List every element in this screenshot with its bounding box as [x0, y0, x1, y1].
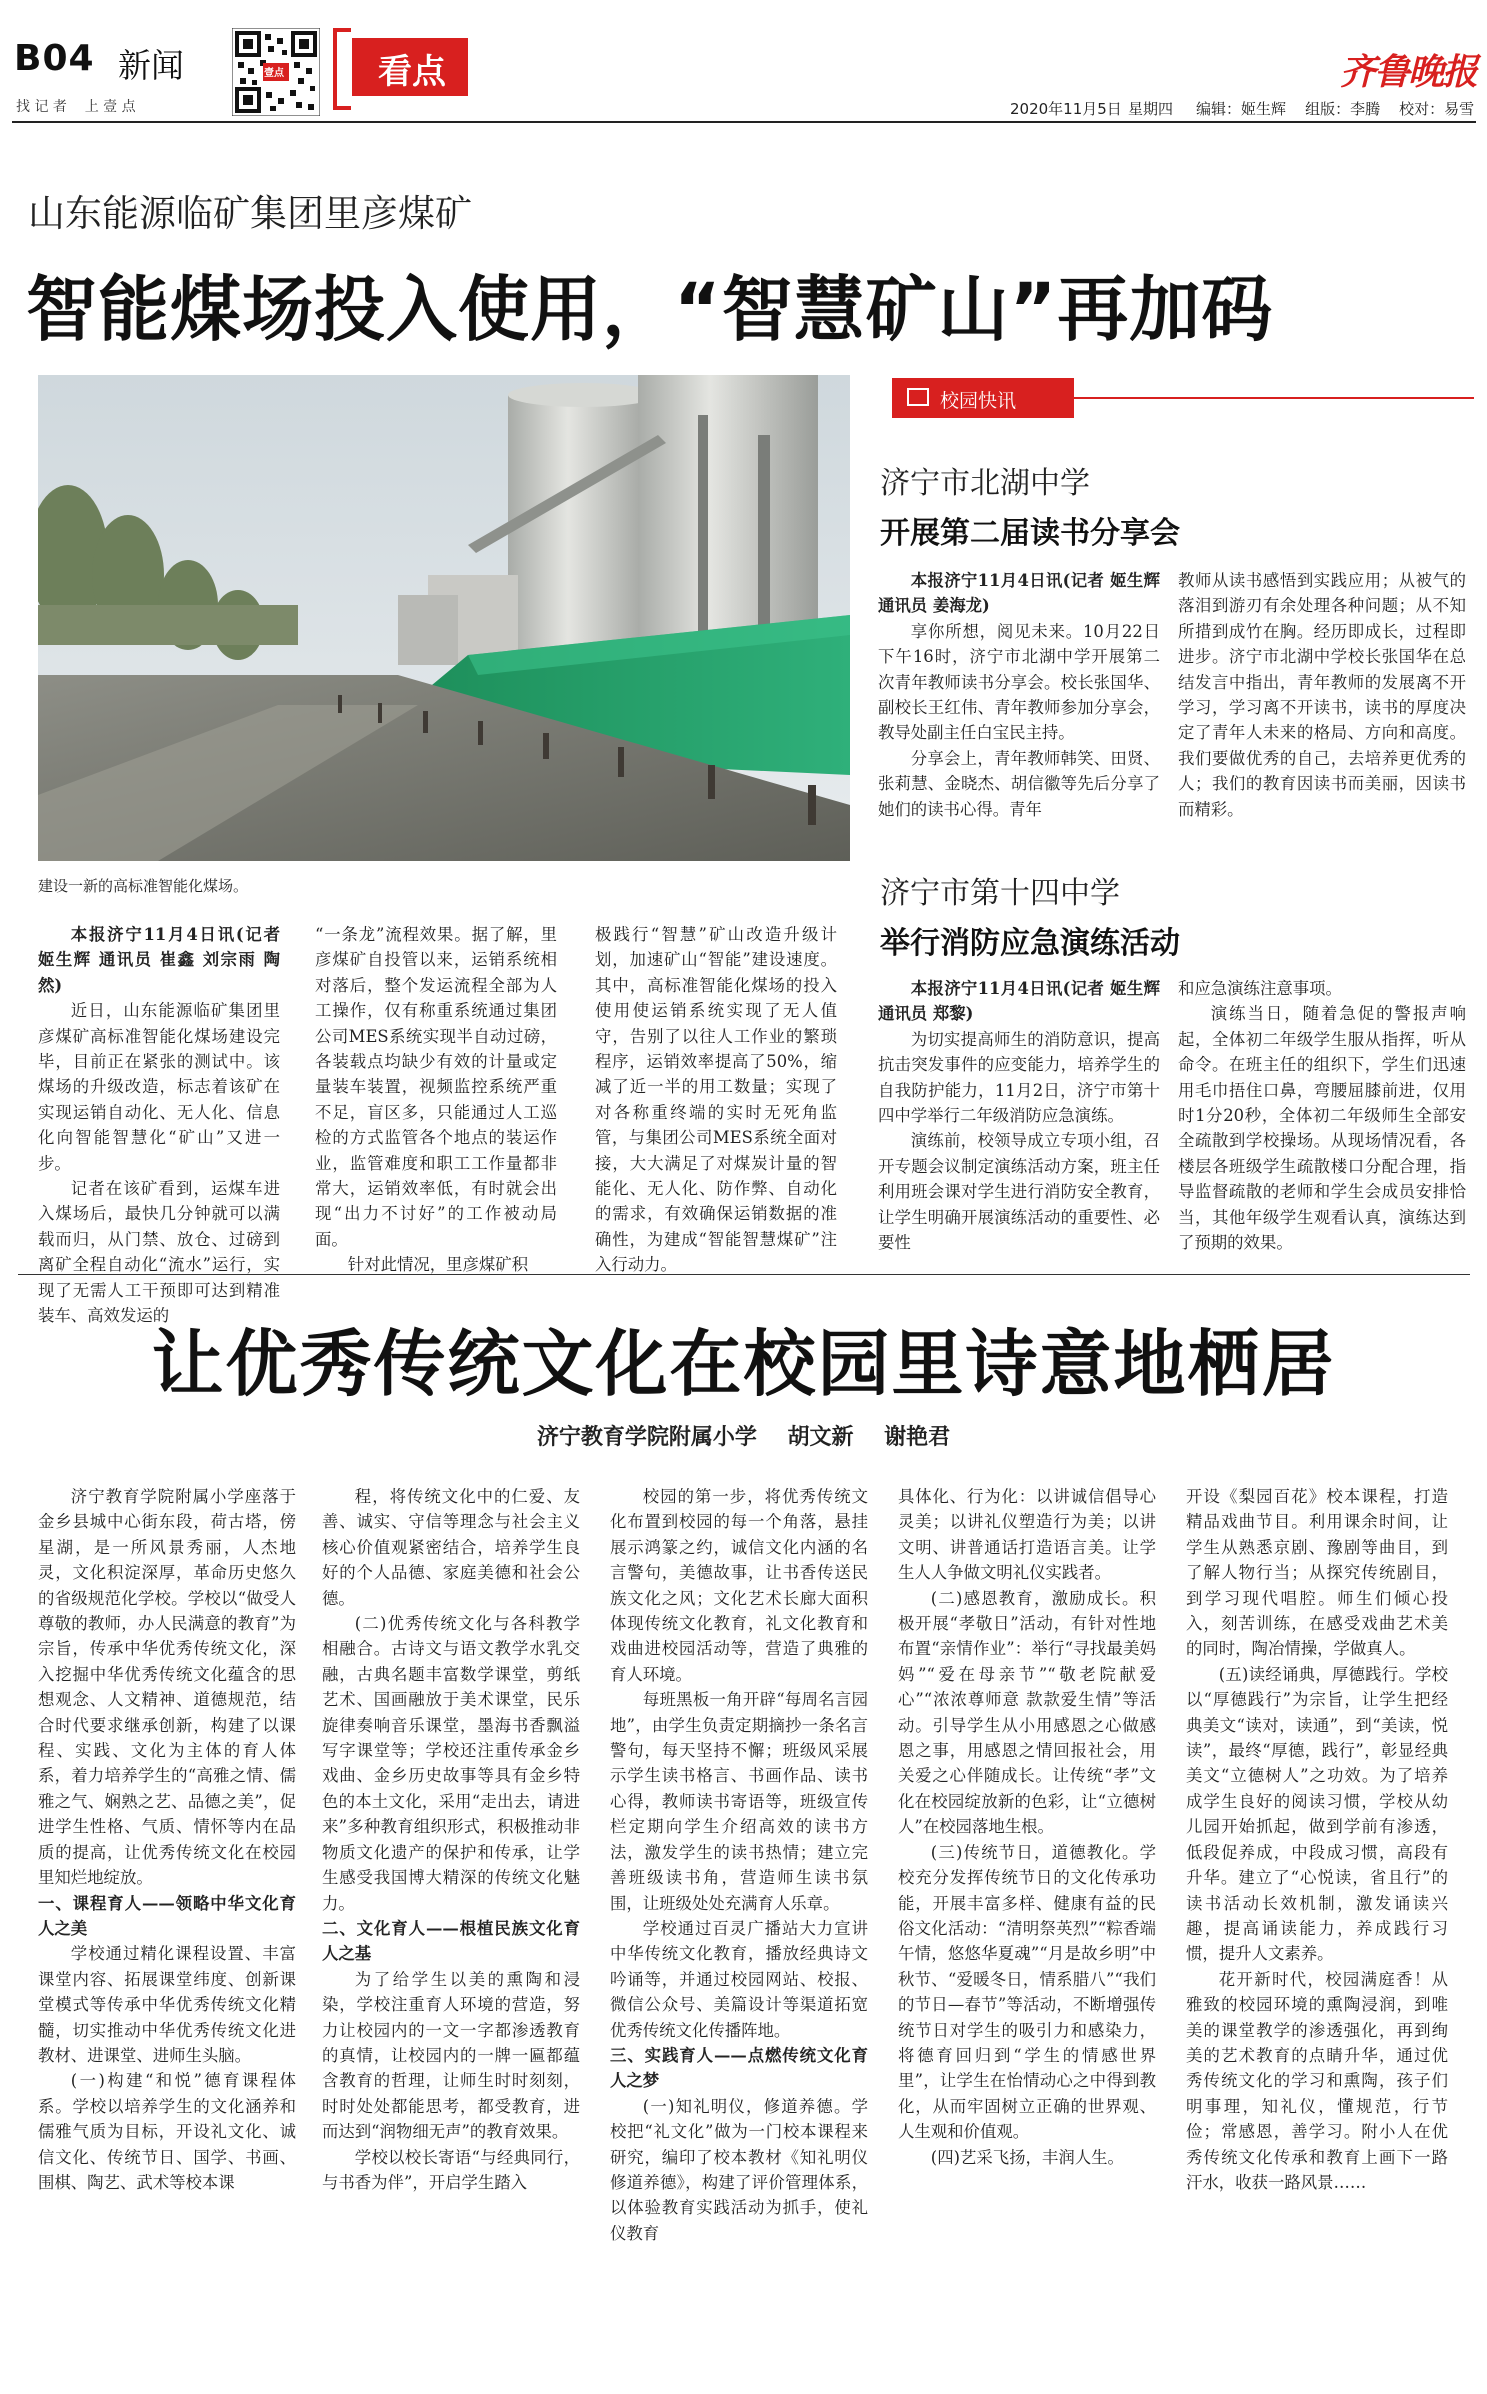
brief1-kicker: 济宁市北湖中学	[880, 466, 1090, 501]
story1-byline: 本报济宁11月4日讯(记者 姬生辉 通讯员 崔鑫 刘宗雨 陶然)	[38, 925, 280, 995]
story2-paragraph: 每班黑板一角开辟“每周名言园地”，由学生负责定期摘抄一条名言警句，每天坚持不懈；班级风采展示学生读书格言、书画作品、读书心得，教师读书寄语等，班级宣传栏定期向学生介绍高效的读书方法，激发学生的读书热情；建立完善班级读书角，营造师生读书氛围，让班级处处充满育人乐章。	[610, 1690, 868, 1913]
brief2-paragraph: 和应急演练注意事项。	[1178, 979, 1342, 998]
story2-subheading: 二、文化育人——根植民族文化育人之基	[322, 1918, 580, 1964]
story2-paragraph: (五)读经诵典，厚德践行。学校以“厚德践行”为宗旨，让学生把经典美文“读对，读通”，到“美读，悦读”，最终“厚德，践行”，彰显经典美文“立德树人”之功效。为了培养成学生良好的阅读习惯，学校从幼儿园开始抓起，做到学前有渗透，低段促养成，中段成习惯，高段有升华。建立了“心悦读，省且行”的读书活动长效机制，激发诵读兴趣，提高诵读能力，养成践行习惯，提升人文素养。	[1186, 1664, 1448, 1964]
story2-paragraph: (二)优秀传统文化与各科教学相融合。古诗文与语文教学水乳交融，古典名题丰富数学课堂，剪纸艺术、国画融放于美术课堂，民乐旋律奏响音乐课堂，墨海书香飘溢写字课堂等；学校还注重传承金乡戏曲、金乡历史故事等具有金乡特色的本土文化，采用“走出去，请进来”多种教育组织形式，积极推动非物质文化遗产的保护和传承，让学生感受我国博大精深的传统文化魅力。	[322, 1614, 580, 1913]
story1-paragraph: “一条龙”流程效果。据了解，里彦煤矿自投管以来，运销系统相对落后，整个发运流程全部为人工操作，仅有称重系统通过集团公司MES系统实现半自动过磅，各装载点均缺少有效的计量或定量装车装置，视频监控系统严重不足，盲区多，只能通过人工巡检的方式监管各个地点的装运作业，监管难度和职工工作量都非常大，运销效率低，有时就会出现“出力不讨好”的工作被动局面。	[315, 925, 557, 1249]
section-name: 新闻	[118, 46, 184, 85]
story1-column-3	[595, 922, 837, 1278]
brief1-headline: 开展第二届读书分享会	[880, 516, 1180, 551]
story1-column-1	[38, 922, 280, 1329]
story2-paragraph: 学校通过百灵广播站大力宣讲中华传统文化教育，播放经典诗文吟诵等，并通过校园网站、校报、微信公众号、美篇设计等渠道拓宽优秀传统文化传播阵地。	[610, 1918, 868, 2040]
story2-headline: 让优秀传统文化在校园里诗意地栖居	[151, 1322, 1336, 1406]
story2-paragraph: 花开新时代，校园满庭香！从雅致的校园环境的熏陶浸润，到唯美的课堂教学的渗透强化，再到绚美的艺术教育的点睛升华，通过优秀传统文化的学习和熏陶，孩子们明事理，知礼仪，懂规范，行节俭；常感恩，善学习。附小人在优秀传统文化传承和教育上画下一路汗水，收获一路风景……	[1186, 1969, 1448, 2192]
story2-paragraph: 学校以校长寄语“与经典同行，与书香为伴”，开启学生踏入	[322, 2147, 580, 2192]
brief2-headline: 举行消防应急演练活动	[880, 926, 1180, 961]
brief2-column-1	[878, 976, 1160, 1255]
brand-logo: 齐鲁晚报	[1340, 51, 1477, 93]
brief2-byline: 本报济宁11月4日讯(记者 姬生辉 通讯员 郑黎)	[878, 979, 1160, 1024]
story1-paragraph: 针对此情况，里彦煤矿积	[347, 1255, 529, 1275]
story2-column-2	[322, 1484, 580, 2195]
issue-weekday: 星期四	[1128, 100, 1174, 118]
page-code: B04	[14, 38, 95, 79]
brief1-paragraph: 享你所想，阅见未来。10月22日下午16时，济宁市北湖中学开展第二次青年教师读书分享会。校长张国华、副校长王红伟、青年教师参加分享会，教导处副主任白宝民主持。	[878, 621, 1160, 743]
slogan: 找 记 者 上 壹 点	[16, 99, 136, 115]
brief2-paragraph: 为切实提高师生的消防意识，提高抗击突发事件的应变能力，培养学生的自我防护能力，11月2日，济宁市第十四中学举行二年级消防应急演练。	[878, 1029, 1160, 1126]
campus-tag-rule	[1074, 397, 1474, 399]
brief2-paragraph: 演练前，校领导成立专项小组，召开专题会议制定演练活动方案，班主任利用班会课对学生进行消防安全教育，让学生明确开展演练活动的重要性、必要性	[878, 1131, 1160, 1253]
story2-paragraph: 为了给学生以美的熏陶和浸染，学校注重育人环境的营造，努力让校园内的一文一字都渗透教育的真情，让校园内的一牌一匾都蕴含教育的哲理，让师生时时刻刻，时时处处都能思考，都受教育，进而达到“润物细无声”的教育效果。	[322, 1969, 580, 2142]
story1-paragraph: 记者在该矿看到，运煤车进入煤场后，最快几分钟就可以满载而归，从门禁、放仓、过磅到离矿全程自动化“流水”运行，实现了无需人工干预即可达到精准装车、高效发运的	[38, 1179, 280, 1326]
brief2-kicker: 济宁市第十四中学	[880, 876, 1120, 911]
story1-column-2	[315, 922, 557, 1278]
brief2-column-2	[1178, 976, 1466, 1255]
story2-subheading: 一、课程育人——领略中华文化育人之美	[38, 1893, 296, 1938]
header-rule	[12, 121, 1476, 123]
brief1-paragraph: 教师从读书感悟到实践应用；从被气的落泪到游刃有余处理各种问题；从不知所措到成竹在胸。经历即成长，过程即进步。济宁市北湖中学校长张国华在总结发言中指出，青年教师的发展离不开学习，学习离不开读书，读书的厚度决定了青年人未来的格局、方向和高度。我们要做优秀的自己，去培养更优秀的人；我们的教育因读书而美丽，因读书而精彩。	[1178, 571, 1466, 819]
story1-paragraph: 极践行“智慧”矿山改造升级计划，加速矿山“智能”建设速度。其中，高标准智能化煤场的投入使用使运销系统实现了无人值守，告别了以往人工作业的繁琐程序，运销效率提高了50%，缩减了近一半的用工数量；实现了对各称重终端的实时无死角监管，与集团公司MES系统全面对接，大大满足了对煤炭计量的智能化、无人化、防作弊、自动化的需求，有效确保运销数据的准确性，为建成“智能智慧煤矿”注入行动力。	[595, 925, 837, 1275]
story2-paragraph: 具体化、行为化：以讲诚信倡导心灵美；以讲礼仪塑造行为美；以讲文明、讲普通话打造语言美。让学生人人争做文明礼仪实践者。	[898, 1487, 1156, 1583]
story2-paragraph: 校园的第一步，将优秀传统文化布置到校园的每一个角落，悬挂展示鸿篆之约，诚信文化内涵的名言警句，美德故事，让书香传送民族文化之风；文化艺术长廊大面积体现传统文化教育，礼文化教育和戏曲进校园活动等，营造了典雅的育人环境。	[610, 1487, 868, 1684]
story2-column-3	[610, 1484, 868, 2246]
brief2-paragraph: 演练当日，随着急促的警报声响起，全体初二年级学生服从指挥，听从命令。在班主任的组织下，学生们迅速用毛巾捂住口鼻，弯腰屈膝前进，仅用时1分20秒，全体初二年级师生全部安全疏散到学校操场。从现场情况看，各楼层各班级学生疏散楼口分配合理，指导监督疏散的老师和学生会成员安排恰当，其他年级学生观看认真，演练达到了预期的效果。	[1178, 1004, 1466, 1253]
issue-date: 2020年11月5日	[1010, 100, 1122, 118]
story2-paragraph: (一)知礼明仪，修道养德。学校把“礼文化”做为一门校本课程来研究，编印了校本教材《知礼明仪 修道养德》，构建了评价管理体系，以体验教育实践活动为抓手，使礼仪教育	[610, 2096, 868, 2243]
story2-column-4	[898, 1484, 1156, 2170]
story2-column-1	[38, 1484, 296, 2195]
campus-tag-icon	[907, 388, 929, 406]
campus-tag-label: 校园快讯	[940, 390, 1017, 412]
story2-authors: 济宁教育学院附属小学 胡文新 谢艳君	[536, 1425, 951, 1450]
story1-kicker: 山东能源临矿集团里彦煤矿	[28, 192, 472, 235]
brief1-paragraph: 分享会上，青年教师韩笑、田贤、张莉慧、金晓杰、胡信徽等先后分享了她们的读书心得。青年	[878, 748, 1160, 819]
story2-column-5	[1186, 1484, 1448, 2195]
story2-paragraph: (二)感恩教育，激励成长。积极开展“孝敬日”活动，有针对性地布置“亲情作业”：举行“寻找最美妈妈”“爱在母亲节”“敬老院献爱心”“浓浓尊师意 款款爱生情”等活动。引导学生从小用感恩之心做感恩之事，用感恩之情回报社会，用关爱之心伴随成长。让传统“孝”文化在校园绽放新的色彩，让“立德树人”在校园落地生根。	[898, 1588, 1156, 1837]
qr-label: 壹点	[264, 68, 284, 79]
section-tag-label: 看点	[378, 52, 446, 92]
story2-paragraph: (三)传统节日，道德教化。学校充分发挥传统节日的文化传承功能，开展丰富多样、健康有益的民俗文化活动：“清明祭英烈”“粽香端午情，悠悠华夏魂”“月是故乡明”中秋节、“爱暖冬日，情系腊八”“我们的节日—春节”等活动，不断增强传统节日对学生的吸引力和感染力，将德育回归到“学生的情感世界里”，让学生在怡情动心之中得到教化，从而牢固树立正确的世界观、人生观和价值观。	[898, 1842, 1156, 2142]
story1-paragraph: 近日，山东能源临矿集团里彦煤矿高标准智能化煤场建设完毕，目前正在紧张的测试中。该煤场的升级改造，标志着该矿在实现运销自动化、无人化、信息化向智能智慧化“矿山”又进一步。	[38, 1001, 280, 1173]
story2-paragraph: 学校通过精化课程设置、丰富课堂内容、拓展课堂纬度、创新课堂模式等传承中华优秀传统文化精髓，切实推动中华优秀传统文化进教材、进课堂、进师生头脑。	[38, 1944, 296, 2065]
story2-paragraph: 济宁教育学院附属小学座落于金乡县城中心街东段，荷古塔，傍星湖，是一所风景秀丽，人杰地灵，文化积淀深厚，革命历史悠久的省级规范化学校。学校以“做受人尊敬的教师，办人民满意的教育”为宗旨，传承中华优秀传统文化，深入挖掘中华优秀传统文化蕴含的思想观念、人文精神、道德规范，结合时代要求继承创新，构建了以课程、实践、文化为主体的育人体系，着力培养学生的“高雅之情、儒雅之气、娴熟之艺、品德之美”，促进学生性格、气质、情怀等内在品质的提高，让优秀传统文化在校园里知烂地绽放。	[38, 1487, 296, 1888]
story2-subheading: 三、实践育人——点燃传统文化育人之梦	[610, 2045, 868, 2091]
story2-paragraph: 程，将传统文化中的仁爱、友善、诚实、守信等理念与社会主义核心价值观紧密结合，培养学生良好的个人品德、家庭美德和社会公德。	[322, 1487, 580, 1608]
brief1-column-2	[1178, 568, 1466, 822]
photo-caption: 建设一新的高标准智能化煤场。	[38, 877, 249, 895]
coal-yard-photo	[38, 375, 850, 861]
masthead	[0, 0, 1487, 125]
story2-paragraph: 开设《梨园百花》校本课程，打造精品戏曲节目。利用课余时间，让学生从熟悉京剧、豫剧等曲目，到了解人物行当；从探究传统剧目，到学习现代唱腔。师生们倾心投入，刻苦训练，在感受戏曲艺术美的同时，陶冶情操，学做真人。	[1186, 1487, 1448, 1659]
credits: 编辑：姬生辉 组版：李腾 校对：易雪	[1196, 100, 1475, 118]
story1-headline: 智能煤场投入使用，“智慧矿山”再加码	[26, 268, 1274, 351]
story2-paragraph: (四)艺采飞扬，丰润人生。	[930, 2147, 1124, 2167]
brief1-byline: 本报济宁11月4日讯(记者 姬生辉 通讯员 姜海龙)	[878, 571, 1160, 616]
story2-paragraph: (一)构建“和悦”德育课程体系。学校以培养学生的文化涵养和儒雅气质为目标，开设礼文化、诚信文化、传统节日、国学、书画、围棋、陶艺、武术等校本课	[38, 2071, 296, 2192]
mid-rule	[18, 1274, 1470, 1275]
section-tag-bracket	[333, 28, 351, 110]
brief1-column-1	[878, 568, 1160, 822]
